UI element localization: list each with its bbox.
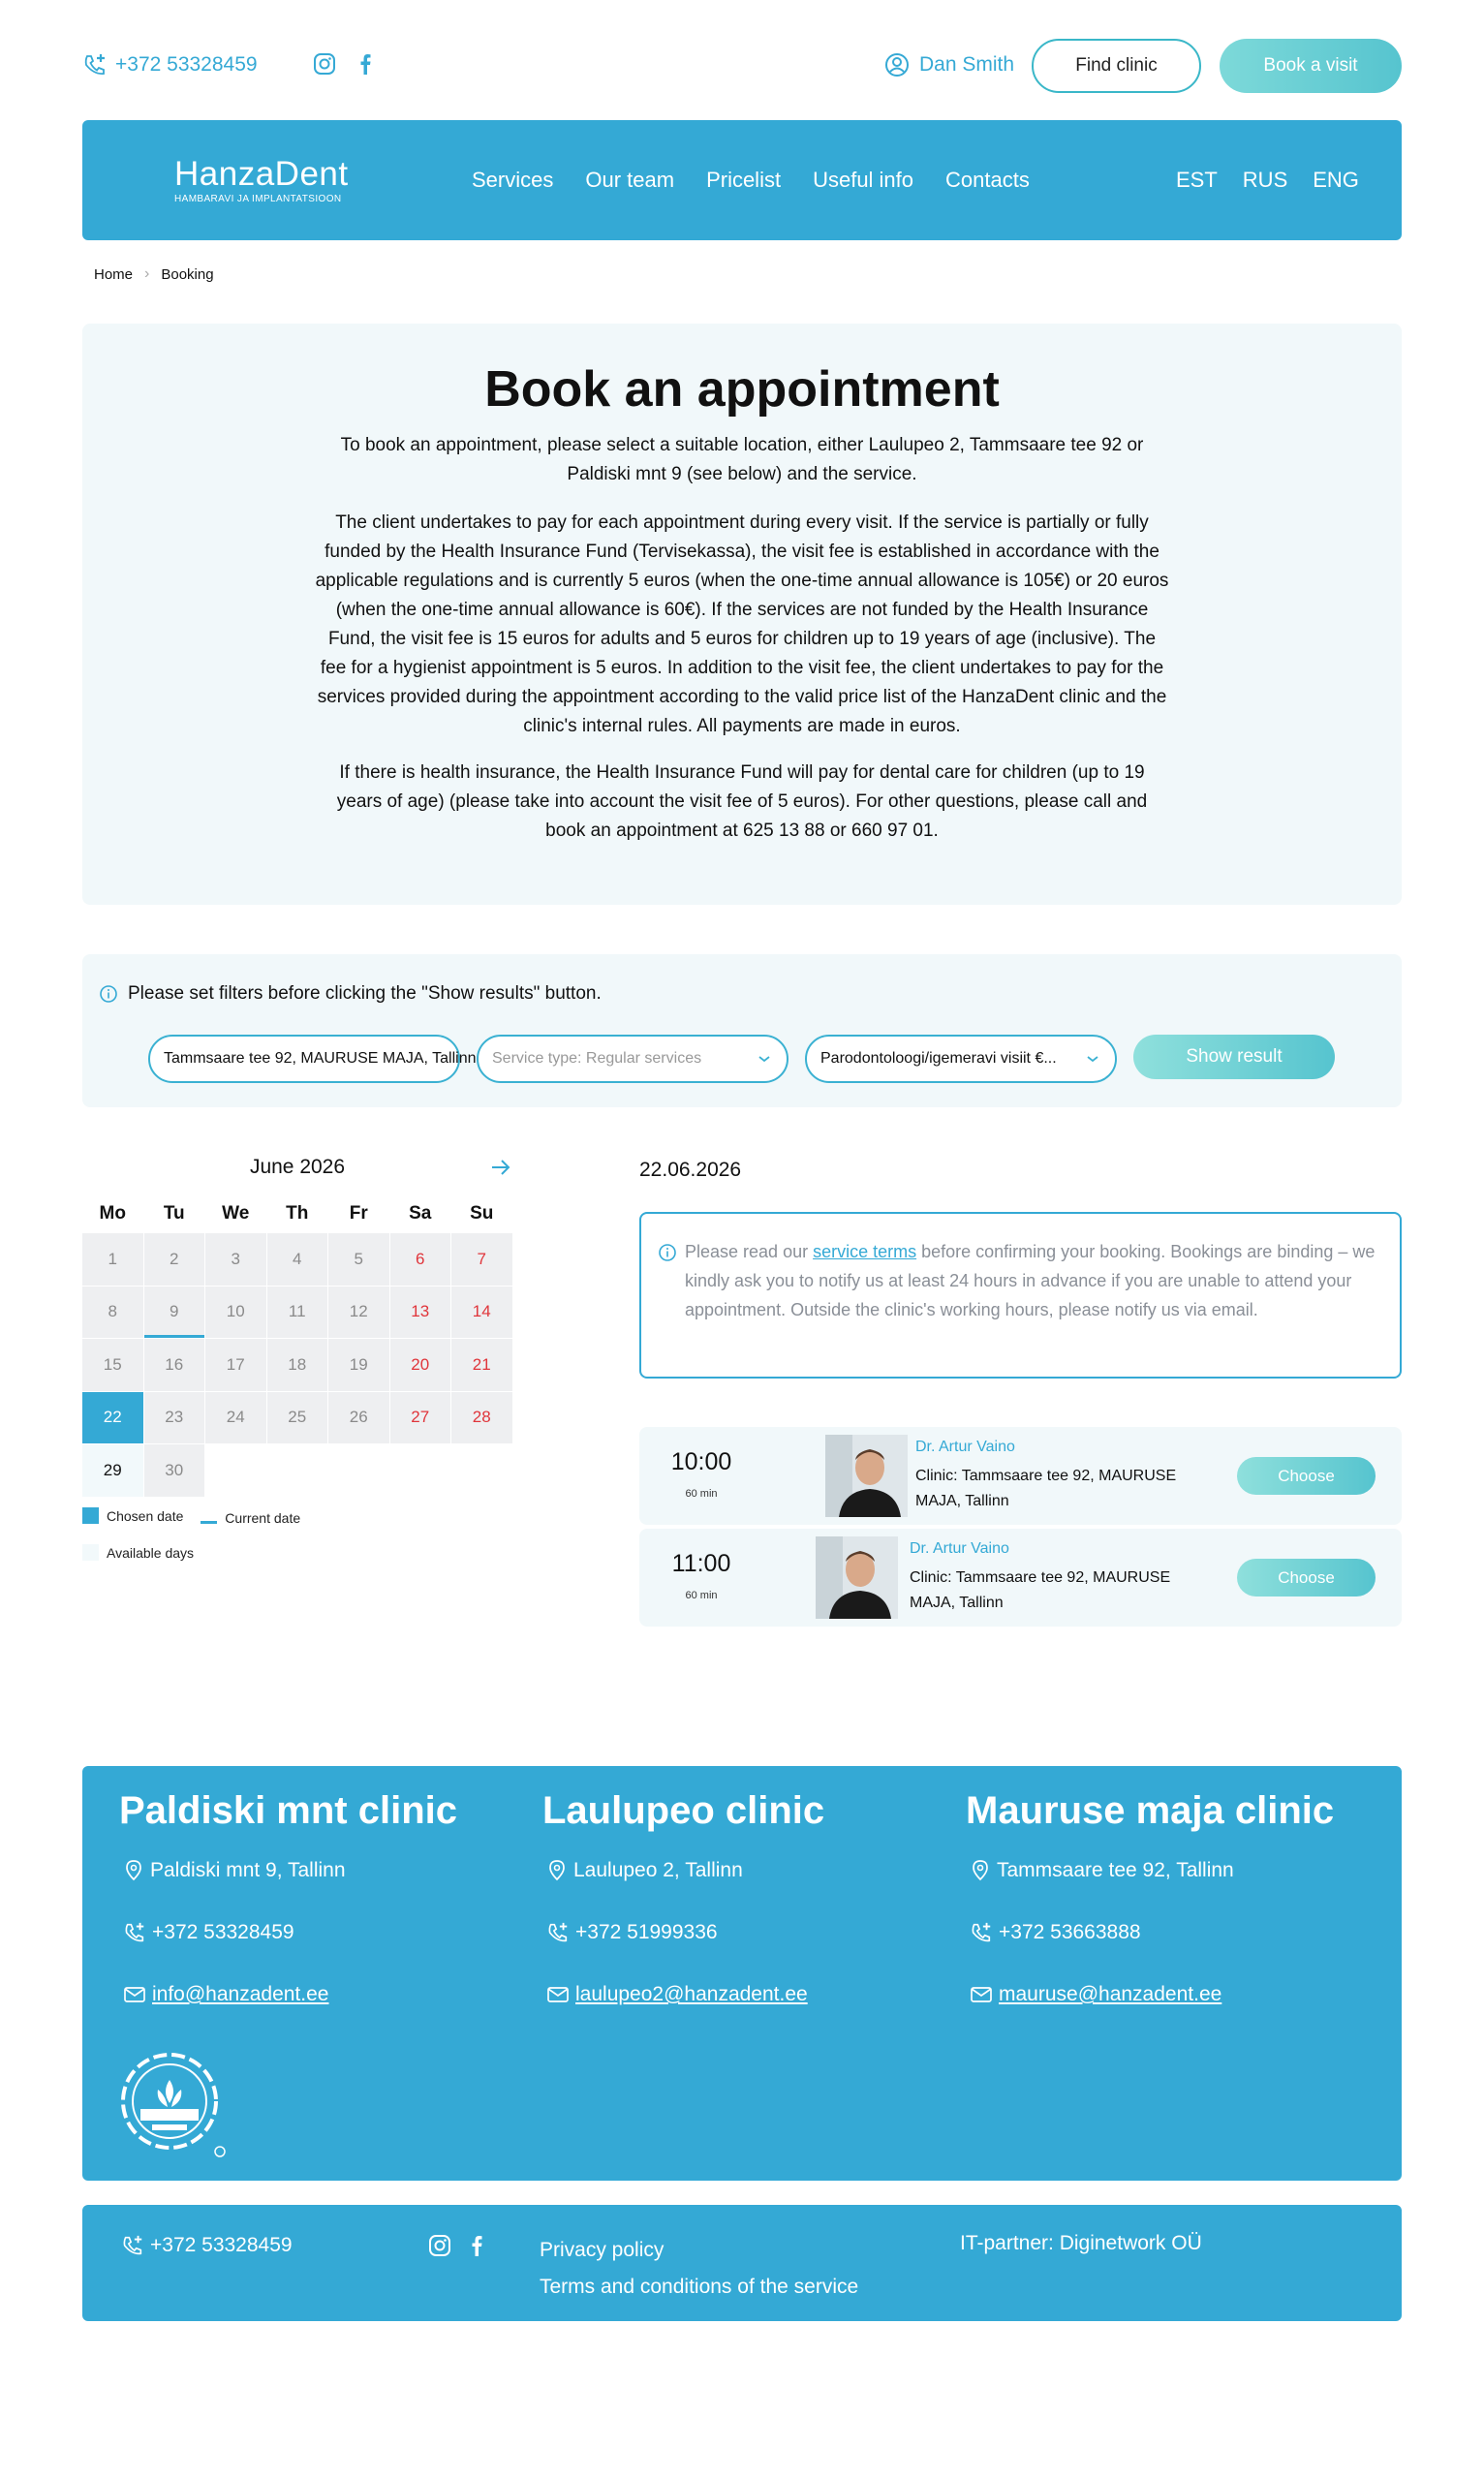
legend-current (201, 1510, 300, 1526)
footer-links (540, 2232, 858, 2306)
intro-paragraph-1: To book an appointment, please select a suitable location, either Laulupeo 2, Tammsaare tee 92 or Paldiski mnt 9 (see below) and the service. (340, 435, 1144, 484)
email-icon (546, 1984, 570, 2005)
calendar-week-row (82, 1286, 512, 1339)
footer-bottom (82, 2205, 1402, 2321)
clinic-address-text: Tammsaare tee 92, Tallinn (997, 1859, 1234, 1881)
user-account[interactable] (884, 52, 1014, 78)
weekday-tu: Tu (163, 1203, 185, 1224)
calendar-day: 30 (144, 1444, 205, 1497)
calendar-day: 24 (205, 1392, 266, 1444)
clinic-name: Laulupeo clinic (542, 1789, 825, 1832)
clinic-address-text: Laulupeo 2, Tallinn (573, 1859, 743, 1881)
slot-doctor[interactable]: Dr. Artur Vaino (910, 1540, 1009, 1557)
turvaline-partner-badge-icon (119, 2051, 226, 2157)
lang-rus[interactable]: RUS (1242, 168, 1288, 192)
clinic-email[interactable] (546, 1983, 808, 2006)
calendar-day[interactable]: 29 (82, 1444, 143, 1497)
clinic-address (970, 1859, 1234, 1882)
lang-eng[interactable]: ENG (1313, 168, 1359, 192)
service-type-select-value: Service type: Regular services (492, 1050, 702, 1067)
phone-icon (546, 1921, 570, 1944)
filter-note-text: Please set filters before clicking the "Show results" button. (128, 983, 602, 1004)
calendar-day: 21 (451, 1339, 512, 1391)
chevron-down-icon (757, 1054, 771, 1064)
legend-current-label: Current date (225, 1509, 301, 1526)
slot-duration: 60 min (685, 1590, 718, 1601)
slot-time: 10:00 (670, 1448, 732, 1475)
clinic-phone-text: +372 53328459 (152, 1921, 294, 1943)
phone-icon (82, 52, 108, 78)
top-phone-link[interactable] (82, 52, 258, 78)
calendar-day: 8 (82, 1286, 143, 1339)
service-type-select[interactable] (477, 1035, 788, 1083)
nav-item-our-team[interactable]: Our team (585, 168, 675, 192)
weekday-sa: Sa (409, 1203, 432, 1224)
choose-button[interactable]: Choose (1237, 1457, 1376, 1495)
calendar-day[interactable]: 22 (82, 1392, 143, 1444)
top-social (313, 52, 373, 76)
calendar-day: 18 (267, 1339, 328, 1391)
service-select[interactable] (805, 1035, 1117, 1083)
calendar-day: 7 (451, 1233, 512, 1286)
legend-available-label: Available days (107, 1544, 195, 1561)
email-icon (970, 1984, 993, 2005)
calendar-day: 14 (451, 1286, 512, 1339)
weekday-fr: Fr (349, 1203, 368, 1224)
main-nav (82, 120, 1402, 240)
service-terms-notice (639, 1212, 1402, 1379)
slot-clinic: Clinic: Tammsaare tee 92, MAURUSE MAJA, Tallinn (915, 1468, 1177, 1509)
calendar-day: 11 (267, 1286, 328, 1339)
logo-text: HanzaDent (174, 155, 349, 193)
phone-icon (123, 1921, 146, 1944)
info-icon (658, 1243, 677, 1262)
doctor-photo (816, 1536, 898, 1619)
weekday-su: Su (470, 1203, 494, 1224)
time-slot (639, 1529, 1402, 1627)
footer-phone-text: +372 53328459 (150, 2234, 293, 2256)
weekday-mo: Mo (99, 1203, 126, 1224)
nav-menu (472, 168, 1030, 193)
calendar-empty-cell (328, 1444, 389, 1497)
nav-item-useful-info[interactable]: Useful info (813, 168, 914, 192)
calendar-month: June 2026 (249, 1156, 346, 1178)
calendar-day: 13 (390, 1286, 451, 1339)
calendar-day: 28 (451, 1392, 512, 1444)
slot-time: 11:00 (671, 1550, 731, 1577)
clinic-phone-text: +372 51999336 (575, 1921, 718, 1943)
arrow-right-icon[interactable] (489, 1156, 512, 1179)
terms-text (685, 1237, 1382, 1324)
find-clinic-button[interactable]: Find clinic (1032, 39, 1201, 93)
footer-phone[interactable] (121, 2234, 293, 2257)
clinic-address-text: Paldiski mnt 9, Tallinn (150, 1859, 346, 1881)
clinic-name: Paldiski mnt clinic (119, 1789, 458, 1832)
user-name: Dan Smith (919, 53, 1015, 76)
instagram-icon[interactable] (313, 52, 336, 76)
calendar-empty-cell (390, 1444, 451, 1497)
location-pin-icon (123, 1859, 144, 1882)
calendar-day: 25 (267, 1392, 328, 1444)
calendar-day: 19 (328, 1339, 389, 1391)
clinic-email-text: info@hanzadent.ee (152, 1983, 329, 2005)
breadcrumb-current: Booking (161, 265, 214, 283)
calendar-empty-cell (451, 1444, 512, 1497)
calendar-day: 4 (267, 1233, 328, 1286)
language-switcher (1176, 168, 1359, 193)
phone-icon (970, 1921, 993, 1944)
calendar-empty-cell (267, 1444, 328, 1497)
breadcrumb (94, 265, 214, 283)
footer-clinics (82, 1766, 1402, 2181)
service-select-value: Parodontoloogi/igemeravi visiit €... (820, 1050, 1057, 1067)
calendar-legend (82, 1507, 314, 1564)
calendar-day: 23 (144, 1392, 205, 1444)
chevron-down-icon (1086, 1054, 1099, 1064)
clinic-email-text: laulupeo2@hanzadent.ee (575, 1983, 808, 2005)
clinic-email-text: mauruse@hanzadent.ee (999, 1983, 1222, 2005)
show-result-button[interactable]: Show result (1133, 1035, 1335, 1079)
calendar-week-row (82, 1233, 512, 1286)
calendar-day: 6 (390, 1233, 451, 1286)
clinic-phone[interactable] (970, 1921, 1141, 1944)
weekday-we: We (222, 1203, 250, 1224)
choose-button[interactable]: Choose (1237, 1559, 1376, 1596)
clinic-phone[interactable] (546, 1921, 718, 1944)
calendar-day: 27 (390, 1392, 451, 1444)
calendar-empty-cell (205, 1444, 266, 1497)
location-pin-icon (546, 1859, 568, 1882)
filters-panel (82, 954, 1402, 1107)
terms-text-after: before confirming your booking. Bookings are binding – we kindly ask you to notify us at least 24 hours in advance if you are unable to attend your appointment. Outside the clinic's working hours, please notify us via email. (685, 1242, 1376, 1319)
doctor-photo (825, 1435, 908, 1517)
calendar-day: 16 (144, 1339, 205, 1391)
nav-item-services[interactable]: Services (472, 168, 554, 192)
time-slot (639, 1427, 1402, 1525)
calendar-day: 15 (82, 1339, 143, 1391)
calendar-week-row (82, 1339, 512, 1391)
legend-current-swatch (201, 1521, 217, 1524)
weekday-th: Th (286, 1203, 309, 1224)
facebook-icon[interactable] (469, 2234, 484, 2257)
intro-paragraph-3: If there is health insurance, the Health Insurance Fund will pay for dental care for children (up to 19 years of age) (please take into account the visit fee of 5 euros). For other questions, please call and book an appointment at 625 13 88 or 660 97 01. (336, 762, 1148, 841)
logo-subtitle: HAMBARAVI JA IMPLANTATSIOON (174, 194, 342, 204)
calendar-day: 12 (328, 1286, 389, 1339)
terms-text-before: Please read our (685, 1242, 814, 1261)
lang-est[interactable]: EST (1176, 168, 1218, 192)
selected-date: 22.06.2026 (639, 1159, 742, 1181)
calendar-day: 20 (390, 1339, 451, 1391)
calendar-day: 1 (82, 1233, 143, 1286)
legend-available-swatch (82, 1544, 99, 1561)
nav-item-contacts[interactable]: Contacts (945, 168, 1030, 192)
calendar-day: 2 (144, 1233, 205, 1286)
privacy-policy-link[interactable]: Privacy policy (540, 2239, 665, 2261)
filter-note (99, 983, 602, 1005)
calendar-day: 5 (328, 1233, 389, 1286)
nav-item-pricelist[interactable]: Pricelist (706, 168, 782, 192)
calendar-day: 17 (205, 1339, 266, 1391)
slot-duration: 60 min (685, 1488, 718, 1500)
phone-icon (121, 2234, 144, 2257)
slot-doctor[interactable]: Dr. Artur Vaino (915, 1439, 1015, 1455)
email-icon (123, 1984, 146, 2005)
breadcrumb-home[interactable]: Home (94, 265, 134, 283)
legend-chosen (82, 1507, 183, 1524)
clinic-email[interactable] (970, 1983, 1221, 2006)
top-bar (82, 39, 1402, 93)
facebook-icon[interactable] (357, 52, 373, 76)
info-icon (99, 984, 118, 1004)
page-title: Book an appointment (484, 361, 1000, 418)
calendar-day: 26 (328, 1392, 389, 1444)
clinic-phone-text: +372 53663888 (999, 1921, 1141, 1943)
it-partner[interactable]: IT-partner: Diginetwork OÜ (960, 2232, 1202, 2254)
location-select[interactable] (148, 1035, 477, 1083)
chevron-right-icon: › (144, 265, 150, 282)
service-terms-footer-link[interactable]: Terms and conditions of the service (540, 2276, 859, 2298)
clinic-name: Mauruse maja clinic (966, 1789, 1335, 1832)
calendar-day: 9 (144, 1286, 205, 1339)
intro-paragraph-2: The client undertakes to pay for each appointment during every visit. If the service is partially or fully funded by the Health Insurance Fund (Tervisekassa), the visit fee is established in accordance with the applicable regulations and is currently 5 euros (when the one-time annual allowance is 105€) or 20 euros (when the one-time annual allowance is 60€). If the services are not funded by the Health Insurance Fund, the visit fee is 15 euros for adults and 5 euros for children up to 19 years of age (inclusive). The fee for a hygienist appointment is 5 euros. In addition to the visit fee, the client undertakes to pay for the services provided during the appointment according to the valid price list of the HanzaDent clinic and the clinic's internal rules. All payments are made in euros. (315, 512, 1169, 736)
legend-available (82, 1544, 194, 1561)
book-visit-button[interactable]: Book a visit (1220, 39, 1402, 93)
service-terms-link[interactable]: service terms (813, 1242, 917, 1261)
clinic-email[interactable] (123, 1983, 328, 2006)
clinic-phone[interactable] (123, 1921, 294, 1944)
location-select-value: Tammsaare tee 92, MAURUSE MAJA, Tallinn (164, 1050, 477, 1067)
location-pin-icon (970, 1859, 991, 1882)
legend-chosen-swatch (82, 1507, 99, 1524)
calendar-week-row (82, 1444, 512, 1497)
legend-chosen-label: Chosen date (107, 1507, 184, 1524)
calendar-grid (82, 1195, 512, 1498)
logo[interactable] (174, 157, 349, 204)
calendar-day: 10 (205, 1286, 266, 1339)
footer-social (428, 2234, 484, 2257)
intro-panel (82, 324, 1402, 905)
top-phone-text: +372 53328459 (115, 53, 258, 76)
slot-clinic: Clinic: Tammsaare tee 92, MAURUSE MAJA, Tallinn (910, 1569, 1171, 1611)
instagram-icon[interactable] (428, 2234, 451, 2257)
calendar-weekday-row (82, 1195, 512, 1232)
clinic-address (123, 1859, 346, 1882)
calendar-day: 3 (205, 1233, 266, 1286)
calendar-header (82, 1156, 512, 1185)
calendar-week-row (82, 1392, 512, 1444)
clinic-address (546, 1859, 743, 1882)
user-icon (884, 52, 910, 78)
